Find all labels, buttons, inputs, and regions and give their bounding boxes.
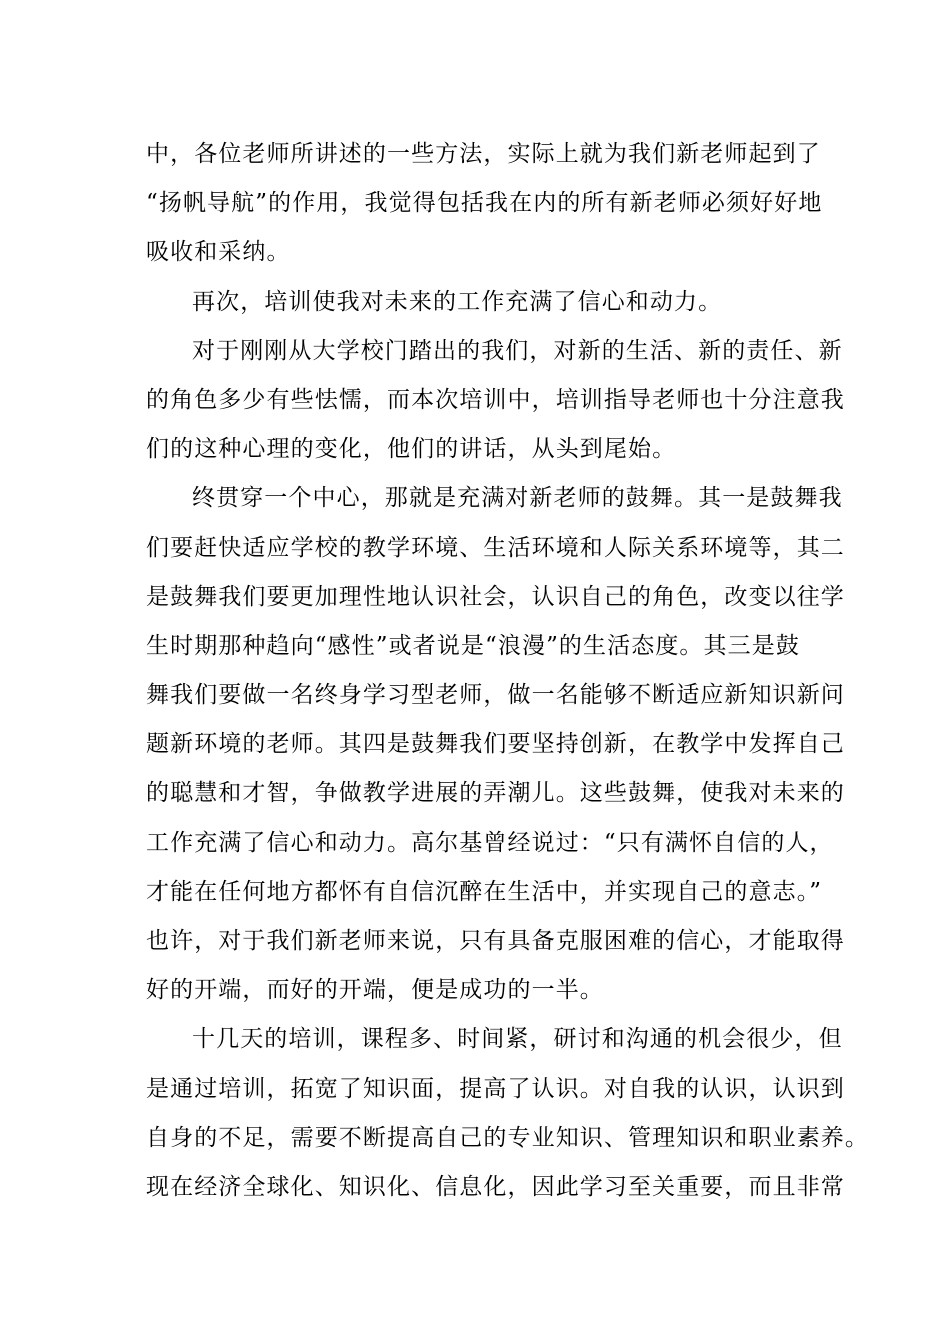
text-line: 题新环境的老师。其四是鼓舞我们要坚持创新，在教学中发挥自己 [146, 731, 845, 758]
text-line: 们要赶快适应学校的教学环境、生活环境和人际关系环境等，其二 [146, 534, 845, 561]
text-line: 终贯穿一个中心，那就是充满对新老师的鼓舞。其一是鼓舞我 [192, 485, 843, 512]
text-line: 的角色多少有些怯懦，而本次培训中，培训指导老师也十分注意我 [146, 386, 845, 413]
text-line: 吸收和采纳。 [146, 239, 291, 266]
text-line: 舞我们要做一名终身学习型老师，做一名能够不断适应新知识新问 [146, 682, 845, 709]
text-line: 生时期那种趋向“感性”或者说是“浪漫”的生活态度。其三是鼓 [146, 632, 800, 659]
text-line: 好的开端，而好的开端，便是成功的一半。 [146, 977, 604, 1004]
text-line: 对于刚刚从大学校门踏出的我们，对新的生活、新的责任、新 [192, 337, 843, 364]
body-text [146, 130, 869, 1212]
text-line: 现在经济全球化、知识化、信息化，因此学习至关重要，而且非常 [146, 1173, 845, 1200]
text-line: “扬帆导航”的作用，我觉得包括我在内的所有新老师必须好好地 [146, 190, 823, 217]
text-line: 才能在任何地方都怀有自信沉醉在生活中，并实现自己的意志。” [146, 878, 823, 905]
text-line: 自身的不足，需要不断提高自己的专业知识、管理知识和职业素养。 [146, 1124, 869, 1151]
text-line: 也许，对于我们新老师来说，只有具备克服困难的信心，才能取得 [146, 928, 845, 954]
text-line: 的聪慧和才智，争做教学进展的弄潮儿。这些鼓舞，使我对未来的 [146, 780, 845, 807]
text-line: 工作充满了信心和动力。高尔基曾经说过：“只有满怀自信的人， [146, 829, 834, 856]
text-line: 再次，培训使我对未来的工作充满了信心和动力。 [192, 288, 723, 315]
text-line: 们的这种心理的变化，他们的讲话，从头到尾始。 [146, 436, 677, 463]
text-line: 是鼓舞我们要更加理性地认识社会，认识自己的角色，改变以往学 [146, 583, 845, 610]
text-line: 中，各位老师所讲述的一些方法，实际上就为我们新老师起到了 [146, 141, 821, 167]
text-line: 十几天的培训，课程多、时间紧，研讨和沟通的机会很少，但 [192, 1026, 843, 1053]
text-line: 是通过培训，拓宽了知识面，提高了认识。对自我的认识，认识到 [146, 1075, 845, 1102]
